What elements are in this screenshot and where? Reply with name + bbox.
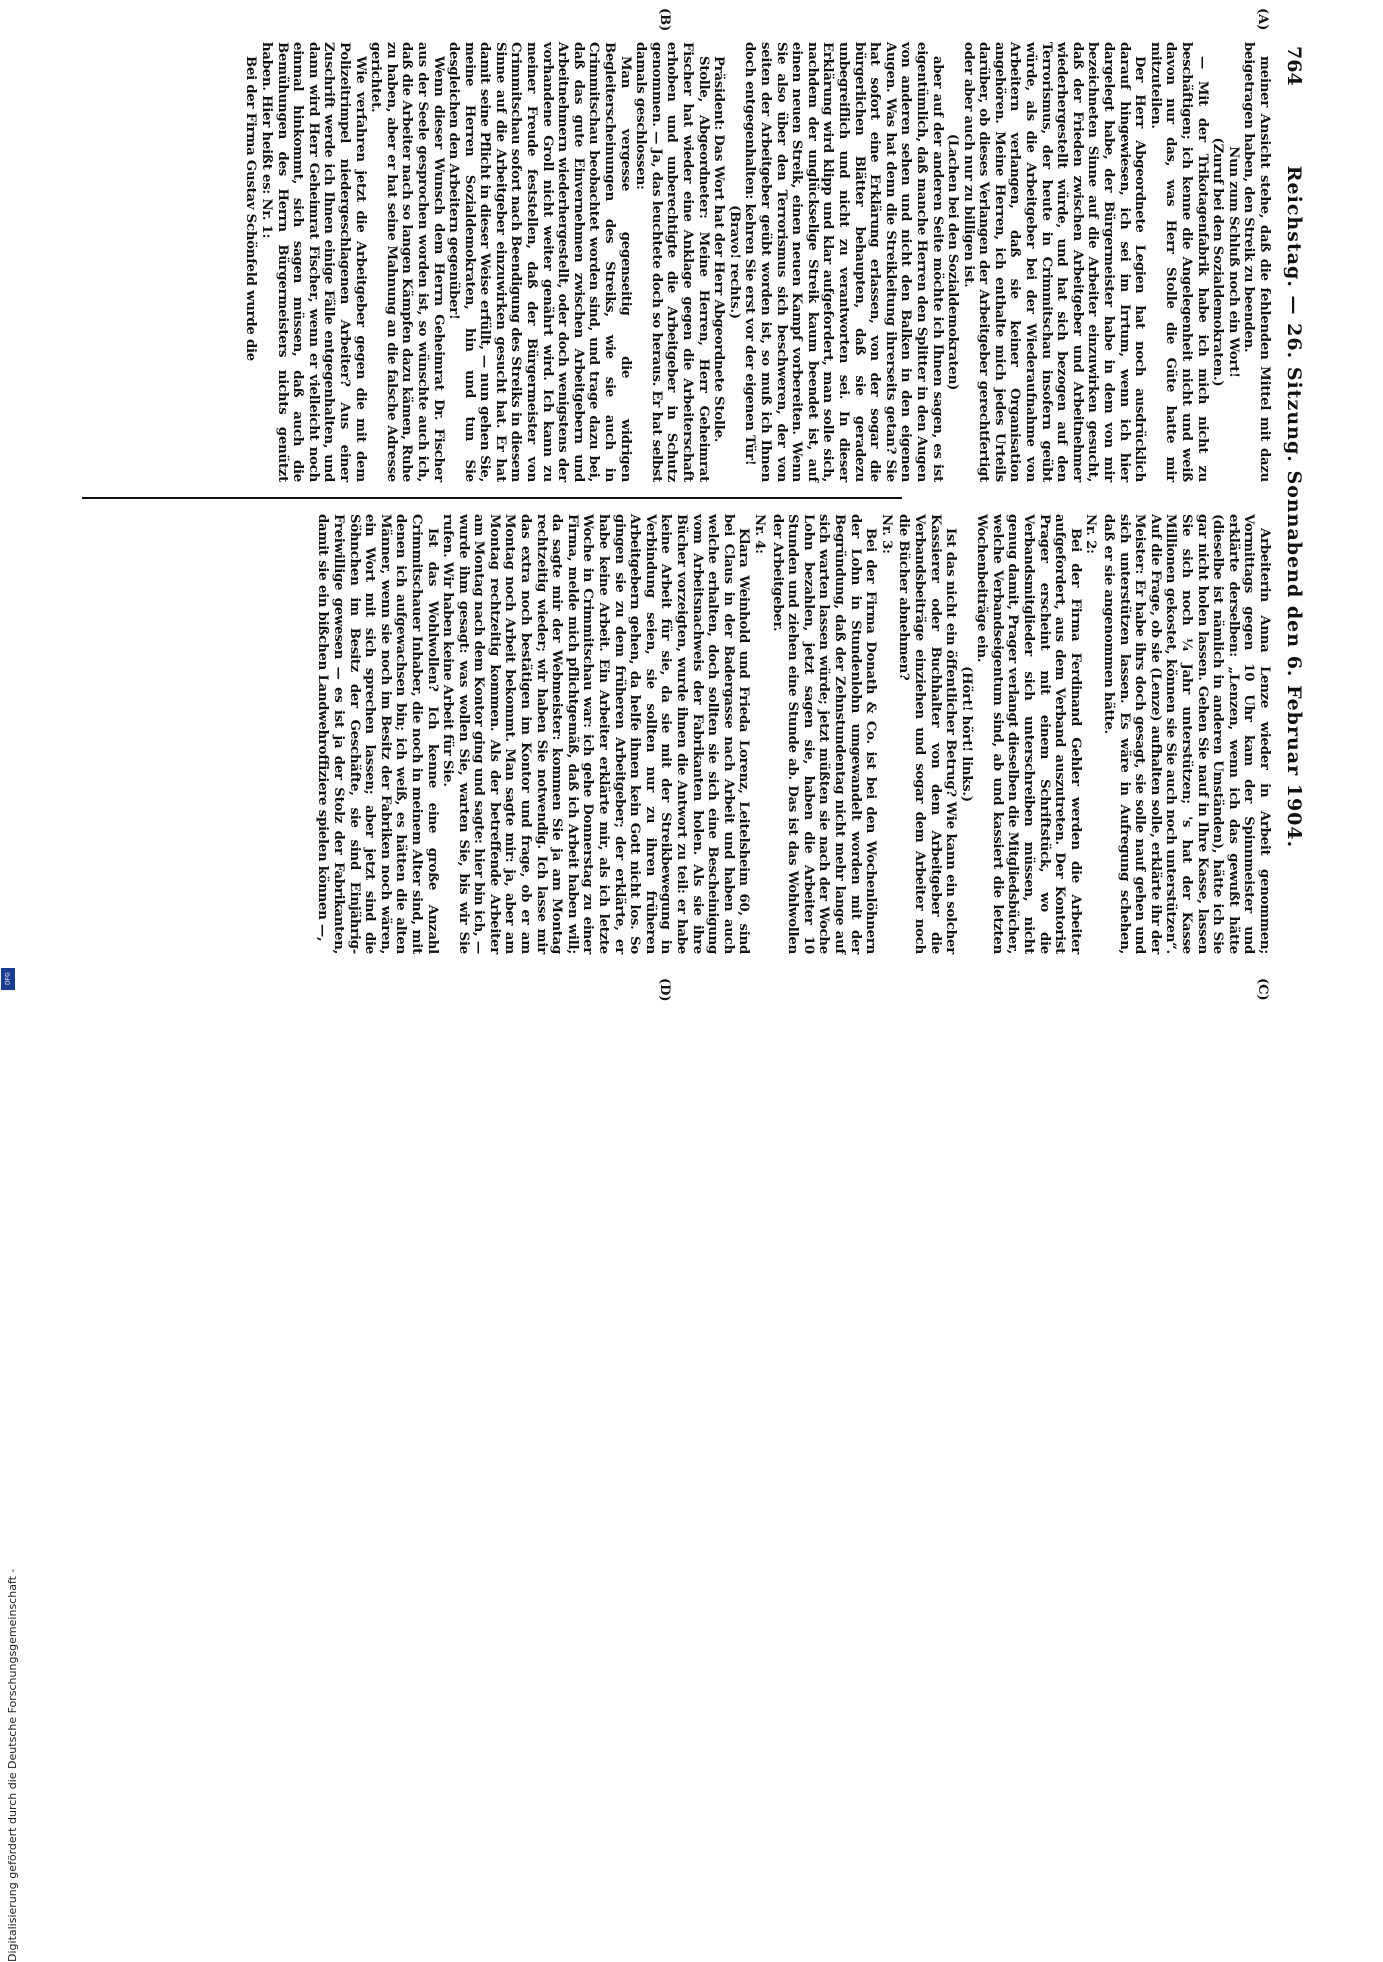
digitization-text: Digitalisierung gefördert durch die Deutsche Forschungsgemeinschaft -	[6, 1568, 19, 1962]
paragraph: Klara Weinhold und Frieda Lorenz, Leitelsheim 60, sind bei Claus in der Badergasse nach Arbeit und haben auch welche erhalten, doch sollten sie sich eine Bescheinigung vom Arbeitsnachweis der Fabrikanten holen. Als sie ihre Bücher vorzeigten, wurde ihnen die Antwort zu teil: er habe keine Arbeit für sie, da sie mit der Streikbewegung in Verbindung seien, sie sollten nur zu ihren früheren Arbeitgebern gehen, da helfe ihnen kein Gott nicht los. So gingen sie zu dem früheren Arbeitgeber; der erklärte, er habe keine Arbeit. Ein Arbeiter erklärte mir, als ich letzte Woche in Crimmitschau war: ich gehe Donnerstag zu einer Firma, melde mich pflichtgemäß, daß ich Arbeit haben will; da sagte mir der Webmeister: kommen Sie ja am Montag rechtzeitig wieder; wir haben Sie notwendig. Ich lasse mir das extra noch bestätigen im Kontor und frage, ob er am Montag noch Arbeit bekommt. Man sagte mir: ja, aber am Montag rechtzeitig kommen. Als der betreffende Arbeiter am Montag nach dem Kontor ging und sagte: hier bin ich, — wurde ihm gesagt: was wollen Sie, warten Sie, bis wir Sie rufen. Wir haben keine Arbeit für Sie.	[440, 514, 752, 954]
paragraph: meiner Ansicht stehe, daß die fehlenden Mittel mit dazu beigetragen haben, den Streik zu beenden.	[1241, 42, 1272, 482]
column-divider	[82, 497, 902, 499]
dfg-logo-icon: DFG	[1, 968, 15, 990]
paragraph: — Mit der Trikotagenfabrik habe ich mich nicht zu beschäftigen; ich kenne die Angelegenheit nicht und weiß davon nur das, was Herr Stolle die Güte hatte mir mitzuteilen.	[1147, 42, 1210, 482]
running-title: Reichstag. — 26. Sitzung. Sonnabend den 6. Februar 1904.	[1283, 165, 1305, 849]
right-column	[315, 514, 1272, 954]
left-column	[243, 42, 1272, 482]
paragraph: Bei der Firma Donath & Co. ist bei den Wochenlöhnern der Lohn in Stundenlohn umgewandelt worden mit der Begründung, daß der Zehnstundentag nicht mehr lange auf sich warten lassen würde; jetzt müßten sie nach der Woche Lohn bezahlen, jetzt sagen sie, haben die Arbeiter 10 Stunden und ziehen eine Stunde ab. Das ist das Wohlwollen der Arbeitgeber.	[769, 514, 879, 954]
quotation: Man vergesse gegenseitig die widrigen Begleiterscheinungen des Streiks, wie sie auch in Crimmitschau beobachtet worden sind, und trage dazu bei, daß das gute Einvernehmen zwischen Arbeitgebern und Arbeitnehmern wiederhergestellt, oder doch wenigstens der vorhandene Groll nicht weiter genährt wird. Ich kann zu meiner Freude feststellen, daß der Bürgermeister von Crimmitschau sofort nach Beendigung des Streiks in diesem Sinne auf die Arbeitgeber einzuwirken gesucht hat. Er hat damit seine Pflicht in dieser Weise erfüllt, — nun gehen Sie, meine Herren Sozialdemokraten, hin und tun Sie desgleichen den Arbeitern gegenüber!	[446, 42, 633, 482]
paragraph: Bei der Firma Gustav Schönfeld wurde die	[243, 56, 259, 361]
paragraph: Wie verfahren jetzt die Arbeitgeber gegen die mit dem Polizeitrimpel niedergeschlagenen Arbeiter? Aus einer Zuschrift werde ich Ihnen einige Fälle entgegenhalten, und dann wird Herr Geheimrat Fischer, wenn er vielleicht noch einmal hinkommt, sich sagen müssen, daß auch die Bemühungen des Herrn Bürgermeisters nichts genützt haben. Hier heißt es: Nr. 1:	[259, 42, 368, 482]
paragraph: Nun zum Schluß noch ein Wort!	[1225, 146, 1241, 378]
speaker-line: Präsident: Das Wort hat der Herr Abgeordnete Stolle.	[711, 56, 727, 443]
page-header	[1276, 42, 1312, 972]
item-number: Nr. 3:	[878, 514, 894, 554]
item-number: Nr. 2:	[1083, 514, 1099, 554]
paragraph: Arbeiterin Anna Lenze wieder in Arbeit genommen; Vormittags gegen 10 Uhr kam der Spinnmeister und erklärte derselben: „Lenzen, wenn ich das gewußt hätte (dieselbe ist nämlich in anderen Umständen), hätte ich Sie gar nicht holen lassen. Gehen Sie nauf in Ihre Kasse, lassen Sie sich noch ¼ Jahr unterstützen; 's hat der Kasse Millionen gekostet, können sie Sie auch noch unterstützen“. Auf die Frage, ob sie (Lenze) aufhalten solle, erklärte ihr der Meister: Er habe ihrs doch gesagt, sie solle nauf gehen und sich unterstützen lassen. Es wäre in Aufregung schehen, daß er sie angenommen hätte.	[1101, 514, 1272, 954]
item-number: Nr. 4:	[752, 514, 767, 554]
interjection: (Zuruf bei den Sozialdemokraten.)	[1210, 137, 1226, 387]
paragraph: Ist das nicht ein öffentlicher Betrug? Wie kann ein solcher Kassierer oder Buchhalter von dem Arbeitgeber die Verbandsbeiträge einziehen und sogar dem Arbeiter noch die Bücher abnehmen?	[896, 514, 959, 954]
document-page	[82, 8, 1312, 1002]
digitization-note	[6, 1002, 26, 1962]
margin-mark-a: (A)	[1255, 8, 1270, 31]
interjection: (Hört! hört! links.)	[958, 666, 974, 802]
interjection: (Lachen bei den Sozialdemokraten)	[945, 133, 961, 391]
paragraph: Der Herr Abgeordnete Legien hat noch ausdrücklich darauf hingewiesen, ich sei im Irrtum, wenn ich hier dargelegt habe, der Bürgermeister habe in dem von mir bezeichneten Sinne auf die Arbeiter einzuwirken gesucht, daß der Frieden zwischen Arbeitgeber und Arbeitnehmer wiederhergestellt würde, und hat sich bezogen auf den Terrorismus, der heute in Crimmitschau insofern geübt würde, als die Arbeitgeber bei der Wiederaufnahme von Arbeitern verlangen, daß sie keiner Organisation angehören. Meine Herren, ich enthalte mich jedes Urteils darüber, ob dieses Verlangen der Arbeitgeber gerechtfertigt oder aber auch nur zu billigen ist.	[960, 42, 1148, 482]
interjection: (Bravo! rechts.)	[726, 205, 742, 319]
paragraph: Wenn dieser Wunsch dem Herrn Geheimrat Dr. Fischer aus der Seele gesprochen worden ist, so wünschte auch ich, daß die Arbeiter nach so langen Kämpfen dazu kämen, Ruhe zu haben, aber er hat seine Mahnung an die falsche Adresse gerichtet.	[368, 42, 446, 482]
paragraph: aber auf der anderen Seite möchte ich Ihnen sagen, es ist eigentümlich, daß manche Herren den Splitter in den Augen von anderen sehen und nicht den Balken in den eigenen Augen. Was hat denn die Streikleitung ihrerseits getan? Sie hat sofort eine Erklärung erlassen, von der sogar die bürgerlichen Blätter behaupten, daß sie geradezu unbegreiflich und nicht zu verantworten sei. In dieser Erklärung wird klipp und klar aufgefordert, man solle sich, nachdem der unglückselige Streik kaum beendet ist, auf einen neuen Streik, einen neuen Kampf vorbereiten. Wenn Sie also über den Terrorismus sich beschweren, der von seiten der Arbeitgeber geübt worden ist, so muß ich Ihnen doch entgegenhalten: kehren Sie erst vor der eigenen Tür!	[742, 42, 945, 482]
margin-mark-d: (D)	[657, 978, 672, 1002]
margin-mark-c: (C)	[1255, 978, 1270, 1001]
paragraph: Bei der Firma Ferdinand Gehler werden die Arbeiter aufgefordert, aus dem Verband auszutreten. Der Kontorist Prager erscheint mit einem Schriftstück, wo die Verbandsmitglieder sich unterschreiben müssen, nicht genug damit, Prager verlangt dieselben die Mitgliedsbücher, welche Verbandseigentum sind, ab und kassiert die letzten Wochenbeiträge ein.	[974, 514, 1083, 954]
paragraph: Ist das Wohlwollen? Ich kenne eine große Anzahl Crimmitschauer Inhaber, die noch in meinem Alter sind, mit denen ich aufgewachsen bin; ich weiß, es hätten die alten Männer, wenn sie noch im Besitz der Fabriken noch wären, ein Wort mit sich sprechen lassen; aber jetzt sind die Söhnchen im Besitz der Geschäfte, sie sind Einjährig-Freiwillige gewesen — es ist ja der Stolz der Fabrikanten, damit sie ein bißchen Landwehroffiziere spielen können —,	[315, 514, 440, 954]
margin-mark-b: (B)	[657, 8, 672, 32]
page-number: 764	[1283, 46, 1305, 86]
speaker-line: Stolle, Abgeordneter: Meine Herren, Herr Geheimrat Fischer hat wieder eine Anklage gegen die Arbeiterschaft erhoben und unberechtigte die Arbeitgeber in Schutz genommen. — Ja, das leuchtete doch so heraus. Er hat selbst damals geschlossen:	[633, 42, 711, 482]
